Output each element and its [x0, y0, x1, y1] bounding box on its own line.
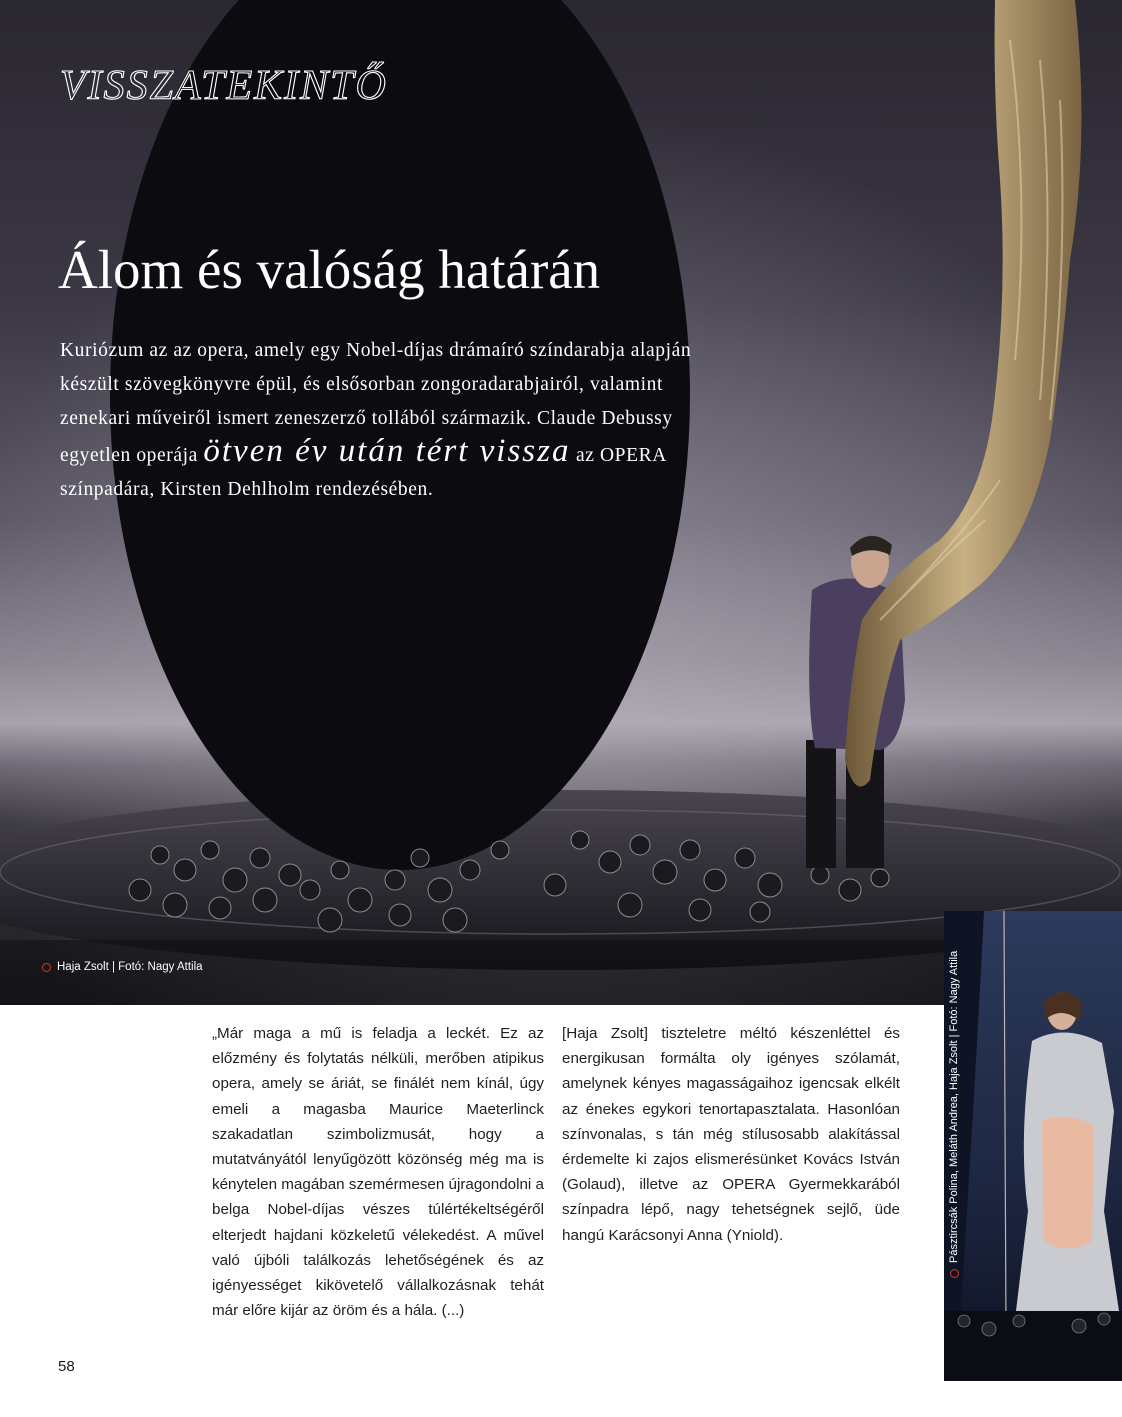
body-column-2: [Haja Zsolt] tiszteletre méltó készenléttel és energikusan formálta oly igényes szólamát, amelynek kényes magasságaihoz igencsak elkélt az énekes egykori tenortapasztalata. Hasonlóan színvonalas, s tán még stílusosabb alakítással érdemelte ki zajos elismerésünket Kovács István (Golaud), illetve az OPERA Gyermekkarából színpadra lépő, nagy tehetségnek sejlő, üde hangú Karácsonyi Anna (Yniold). — [562, 1025, 900, 1244]
section-label: VISSZATEKINTŐ — [60, 63, 388, 109]
side-photo-caption-text: Pásztircsák Polina, Meláth Andrea, Haja Zsolt | Fotó: Nagy Attila — [948, 950, 960, 1263]
page-number: 58 — [58, 1358, 75, 1375]
side-photo-illustration — [944, 911, 1122, 1381]
lead-accent: ötven év után tért vissza — [203, 433, 571, 469]
main-photo-caption-text: Haja Zsolt | Fotó: Nagy Attila — [57, 961, 203, 973]
body-column-1: „Már maga a mű is feladja a leckét. Ez az előzmény és folytatás nélküli, merőben atipikus opera, amely se áriát, se finálét nem kínál, úgy emeli a magasba Maurice Maeterlinck szakadatlan szimbolizmusát, hogy a mutatványától lenyűgözött közönség még ma is kénytelen magában szemérmesen újragondolni a belga Nobel-díjas vészes túlértékeltségéről elterjedt hajdani közkeletű vélekedést. A művel való újbóli találkozás lehetőségének és az igényességet kikövetelő vállalkozásnak tehát már előre kijár az öröm és a hála. (...) — [212, 1025, 544, 1320]
article-headline: Álom és valóság határán — [58, 239, 601, 300]
caption-marker-icon — [42, 963, 51, 972]
main-photo-caption — [42, 961, 203, 973]
lead-text-end: az OPERA színpadára, Kirsten Dehlholm rendezésében. — [60, 445, 666, 500]
side-caption-marker-icon — [950, 1269, 959, 1278]
gown-sash — [1042, 1117, 1094, 1249]
lead-text-start: Kuriózum az az opera, amely egy Nobel-díjas drámaíró színdarabja alapján készült szövegkönyvre épül, és elsősorban zongoradarabjairól, valamint zenekari műveiről ismert zeneszerző tollából származik. Claude Debussy egyetlen operája — [60, 340, 692, 466]
side-photo-caption — [948, 951, 960, 1278]
article-lead — [60, 334, 720, 507]
side-photo — [944, 911, 1122, 1381]
